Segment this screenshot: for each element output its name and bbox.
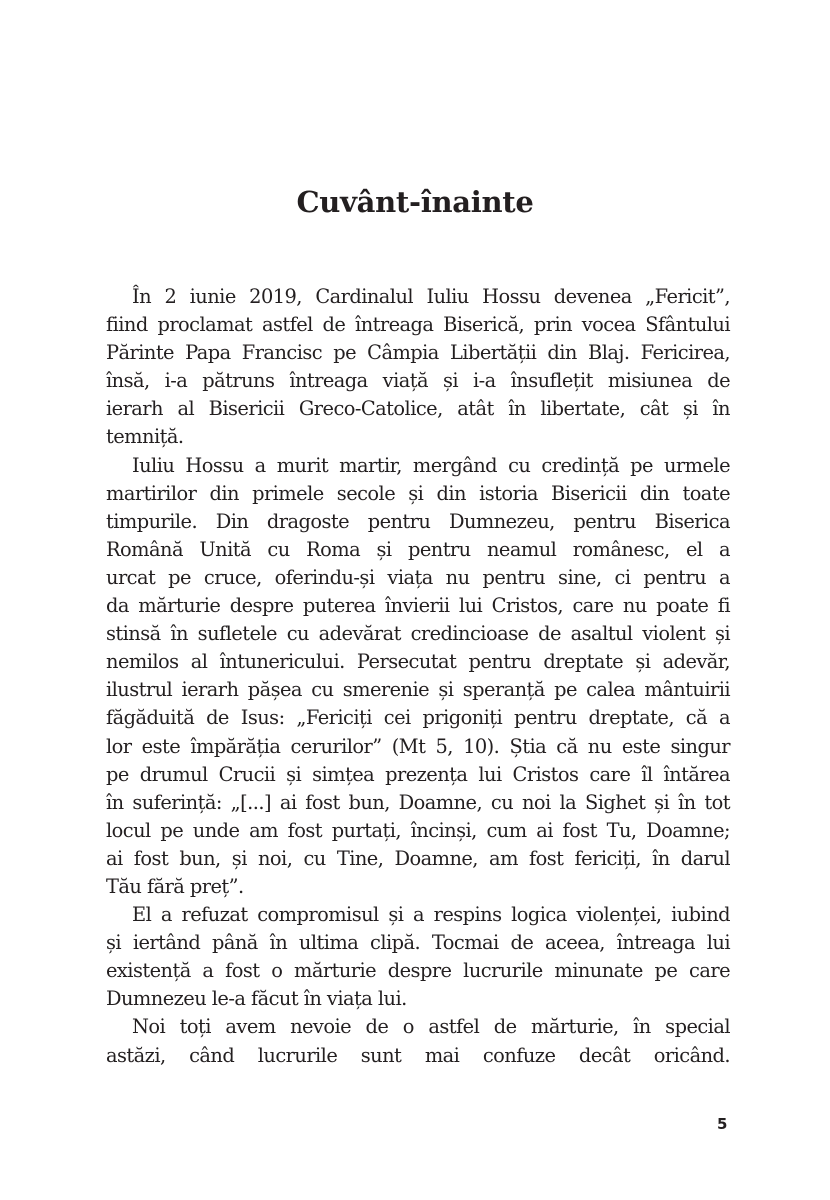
text-line: existență a fost o mărturie despre lucrurile minunate pe care [106, 959, 730, 983]
text-line: martirilor din primele secole și din istoria Bisericii din toate [106, 481, 730, 505]
paragraph [106, 901, 730, 1013]
page-title: Cuvânt-înainte [296, 185, 534, 220]
text-line: astăzi, când lucrurile sunt mai confuze decât oricând. [106, 1043, 730, 1067]
text-line: temniță. [106, 425, 184, 449]
text-line: locul pe unde am fost purtați, încinși, cum ai fost Tu, Doamne; [106, 818, 730, 842]
page-number: 5 [717, 1115, 728, 1133]
text-line: El a refuzat compromisul și a respins logica violenței, iubind [132, 903, 730, 927]
text-line: Părinte Papa Francisc pe Câmpia Libertății din Blaj. Fericirea, [106, 341, 730, 365]
paragraph [106, 1013, 730, 1069]
text-line: ilustrul ierarh pășea cu smerenie și speranță pe calea mântuirii [106, 678, 730, 702]
text-line: Noi toți avem nevoie de o astfel de mărturie, în special [132, 1015, 730, 1039]
text-line: însă, i-a pătruns întreaga viață și i-a însuflețit misiunea de [106, 369, 730, 393]
text-line: Română Unită cu Roma și pentru neamul românesc, el a [106, 537, 730, 561]
text-line: Iuliu Hossu a murit martir, mergând cu credință pe urmele [132, 453, 730, 477]
text-line: În 2 iunie 2019, Cardinalul Iuliu Hossu devenea „Fericit”, [132, 285, 730, 308]
text-line: ierarh al Bisericii Greco-Catolice, atât în libertate, cât și în [106, 397, 730, 421]
text-line: Dumnezeu le-a făcut în viața lui. [106, 987, 407, 1011]
text-line: nemilos al întunericului. Persecutat pentru dreptate și adevăr, [106, 650, 730, 674]
text-line: și iertând până în ultima clipă. Tocmai de aceea, întreaga lui [106, 931, 730, 955]
text-line: lor este împărăția cerurilor” (Mt 5, 10). Știa că nu este singur [106, 734, 730, 758]
paragraph [106, 283, 730, 452]
text-line: făgăduită de Isus: „Fericiți cei prigoniți pentru dreptate, că a [106, 706, 730, 730]
text-line: ai fost bun, și noi, cu Tine, Doamne, am fost fericiți, în darul [106, 846, 730, 870]
text-line: pe drumul Crucii și simțea prezența lui Cristos care îl întărea [106, 762, 730, 786]
text-line: Tău fără preț”. [106, 874, 244, 898]
text-line: da mărturie despre puterea învierii lui Cristos, care nu poate fi [106, 594, 730, 618]
body-text [106, 283, 730, 1070]
text-line: fiind proclamat astfel de întreaga Biserică, prin vocea Sfântului [106, 313, 730, 337]
text-line: urcat pe cruce, oferindu-și viața nu pentru sine, ci pentru a [106, 565, 730, 589]
text-line: stinsă în sufletele cu adevărat credincioase de asaltul violent și [106, 622, 730, 646]
text-line: în suferință: „[...] ai fost bun, Doamne, cu noi la Sighet și în tot [106, 790, 730, 814]
paragraph [106, 452, 730, 902]
text-line: timpurile. Din dragoste pentru Dumnezeu, pentru Biserica [106, 509, 730, 533]
